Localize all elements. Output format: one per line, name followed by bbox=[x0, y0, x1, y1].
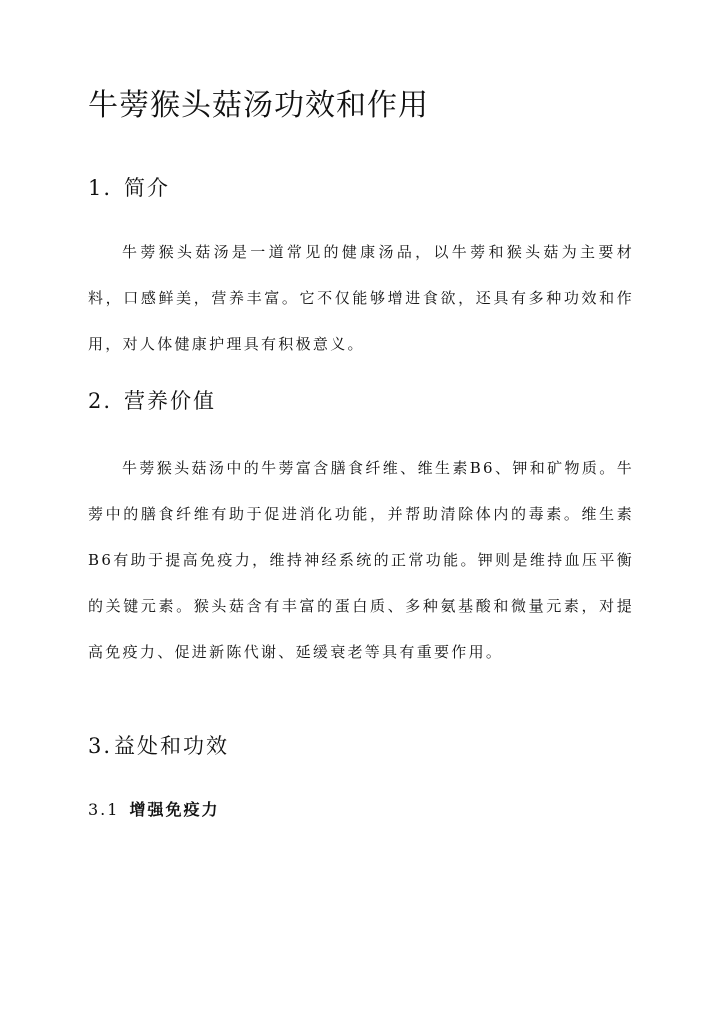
subsection-heading-immunity bbox=[88, 798, 219, 822]
section-heading-benefits bbox=[88, 731, 229, 761]
section-number: 3. bbox=[88, 734, 113, 758]
section-paragraph-intro: 牛蒡猴头菇汤是一道常见的健康汤品，以牛蒡和猴头菇为主要材料，口感鲜美，营养丰富。它不仅能够增进食欲，还具有多种功效和作用，对人体健康护理具有积极意义。 bbox=[88, 243, 634, 353]
subsection-heading-text: 增强免疫力 bbox=[129, 800, 220, 819]
section-number: 2. bbox=[88, 389, 113, 413]
subsection-number: 3.1 bbox=[88, 800, 120, 819]
section-number: 1. bbox=[88, 176, 113, 200]
section-heading-text: 营养价值 bbox=[124, 389, 217, 413]
page-title: 牛蒡猴头菇汤功效和作用 bbox=[88, 88, 429, 123]
section-heading-text: 益处和功效 bbox=[114, 734, 230, 758]
section-heading-intro bbox=[88, 173, 170, 203]
section-heading-text: 简介 bbox=[124, 176, 171, 200]
section-paragraph-nutrition: 牛蒡猴头菇汤中的牛蒡富含膳食纤维、维生素B6、钾和矿物质。牛蒡中的膳食纤维有助于促进消化功能，并帮助清除体内的毒素。维生素B6有助于提高免疫力，维持神经系统的正常功能。钾则是维持血压平衡的关键元素。猴头菇含有丰富的蛋白质、多种氨基酸和微量元素，对提高免疫力、促进新陈代谢、延缓衰老等具有重要作用。 bbox=[88, 459, 634, 661]
section-heading-nutrition bbox=[88, 386, 216, 416]
